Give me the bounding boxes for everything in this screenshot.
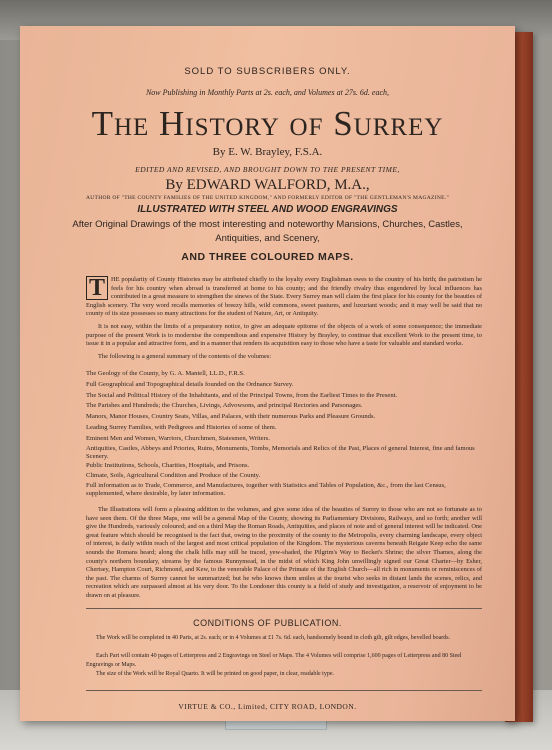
divider: [86, 690, 482, 691]
list-item: Leading Surrey Families, with Pedigrees and Histories of some of them.: [86, 423, 277, 431]
sold-notice: SOLD TO SUBSCRIBERS ONLY.: [184, 66, 351, 77]
list-item: Public Institutions, Schools, Charities, Hospitals, and Prisons.: [86, 461, 250, 469]
purpose-paragraph: It is not easy, within the limits of a preparatory notice, to give an adequate epitome of the objects of a work of some consequence; the immediate purpose of the present Work is to modernise the compendious and expensive History by Brayley, to continue that excellent Work to the present time, to issue it in a popular and attractive form, and in a manner that renders its acquisition easy to those who have a taste for valuable and standard works.: [86, 323, 482, 348]
list-item: Climate, Soils, Agricultural Condition and Produce of the County.: [86, 472, 261, 480]
contents-list: [86, 369, 482, 498]
illustrations-paragraph: The Illustrations will form a pleasing addition to the volumes, and give some idea of the beauties of Surrey to those who are not so fortunate as to have seen them. Of the three Maps, one will be a general Map of the County, showing its Parliamentary Divisions, Railways, and so forth; another will give the Hundreds, variously coloured; and on a third Map the Roman Roads, Antiquities, and places of note and of general interest will be indicated. One great feature which should be recognised is the fact that, owing to the proximity of the county to the Metropolis, every charming landscape, every object of interest, is daily within reach of the largest and most critical population of the Kingdom. The mysterious caverns beneath Reigate Keep echo the same sounds the Romans heard; along the chalk hills may still be traced, yew-shaded, the Pilgrim's Way to Becket's Shrine; the silver Thames, along the county's northern boundary, streams by the famous Runnymead, in the midst of which King John unwillingly signed our Great Charter—by Esher, Chertsey, Hampton Court, Richmond, and Kew, to the venerable Palace of the Primate of the English Church—all rich in monuments or reminiscences of the past. The charms of Surrey cannot be summarized; but he who knows them smiles at the tourist who seeks in distant lands the scenes, relics, and recreation which are surpassed almost at his very door. To the Londoner this county is a field of study and investigation, a reservoir of enjoyment to be drawn on at pleasure.: [86, 506, 482, 599]
list-item: Eminent Men and Women, Warriors, Churchmen, Statesmen, Writers.: [86, 434, 270, 442]
publishing-notice: Now Publishing in Monthly Parts at 2s. each, and Volumes at 27s. 6d. each,: [145, 88, 390, 97]
prospectus-cover: [20, 26, 515, 721]
publisher-imprint: VIRTUE & CO., Limited, CITY ROAD, LONDON.: [178, 702, 357, 711]
original-author: By E. W. Brayley, F.S.A.: [212, 146, 323, 158]
conditions-line-2: Each Part will contain 40 pages of Letterpress and 2 Engravings on Steel or Maps. The 4 Volumes will comprise 1,600 pages of Letterpress and 80 Steel Engravings or Maps.: [86, 653, 462, 668]
list-item: Manors, Manor Houses, Country Seats, Villas, and Palaces, with their numerous Parks and Pleasure Grounds.: [86, 413, 376, 421]
edited-line: EDITED AND REVISED, AND BROUGHT DOWN TO THE PRESENT TIME,: [135, 165, 400, 174]
summary-intro: The following is a general summary of the contents of the volumes:: [98, 353, 272, 360]
intro-text: HE popularity of County Histories may be attributed chiefly to the loyalty every Englishman owes to the country of his birth; the patriotism he feels for his country when abroad is transferred at home to his county; and the friendly rivalry thus engendered by local influences has contributed in a great measure to strengthen the sinews of the State. Every Surrey man will claim the first place for his county for the beauties of English scenery. The very word recalls memories of breezy hills, wild commons, sweet pastures, and luxuriant woods; and it may well be said that no county of its size possesses so many attractions for the student of Nature, Art, or Antiquity.: [86, 276, 482, 318]
editor-author: By EDWARD WALFORD, M.A.,: [165, 177, 370, 193]
drop-cap: T: [86, 276, 108, 300]
editor-credentials: AUTHOR OF "THE COUNTY FAMILIES OF THE UNITED KINGDOM," AND FORMERLY EDITOR OF "THE GENTLEMAN'S MAGAZINE.": [85, 195, 450, 201]
divider: [86, 608, 482, 609]
list-item: Antiquities, Castles, Abbeys and Priories, Ruins, Monuments, Tombs, Memorials and Relics of the Past, Places of general Interest, fine and famous Scenery.: [86, 444, 475, 460]
list-item: The Parishes and Hundreds; the Churches, Livings, Advowsons, and principal Rectories and Parsonages.: [86, 402, 363, 410]
illustrated-line: ILLUSTRATED WITH STEEL AND WOOD ENGRAVINGS: [137, 204, 398, 215]
list-item: The Geology of the County, by G. A. Mantell, LL.D., F.R.S.: [86, 370, 245, 377]
conditions-line-3: The size of the Work will be Royal Quarto. It will be printed on good paper, in clear, readable type.: [96, 671, 335, 677]
list-item: Full Geographical and Topographical details founded on the Ordnance Survey.: [86, 380, 294, 388]
conditions-title: CONDITIONS OF PUBLICATION.: [193, 618, 342, 628]
intro-paragraph: [86, 276, 482, 319]
drawings-line-2: Antiquities, and Scenery,: [215, 233, 320, 244]
book-title: The History of Surrey: [91, 104, 444, 143]
list-item: The Social and Political History of the Inhabitants, and of the Principal Towns, from the Earliest Times to the Present.: [86, 391, 398, 399]
conditions-line-1: The Work will be completed in 40 Parts, at 2s. each; or in 4 Volumes at £1 7s. 6d. each, handsomely bound in cloth gilt, gilt edges, bevelled boards.: [96, 635, 451, 641]
drawings-line-1: After Original Drawings of the most interesting and noteworthy Mansions, Churches, Castles,: [72, 219, 463, 230]
maps-line: AND THREE COLOURED MAPS.: [181, 251, 354, 263]
list-item: Full information as to Trade, Commerce, and Manufactures, together with Statistics and Tables of Population, &c., from the last Census, supplemented, where desirable, by later information.: [86, 482, 446, 498]
